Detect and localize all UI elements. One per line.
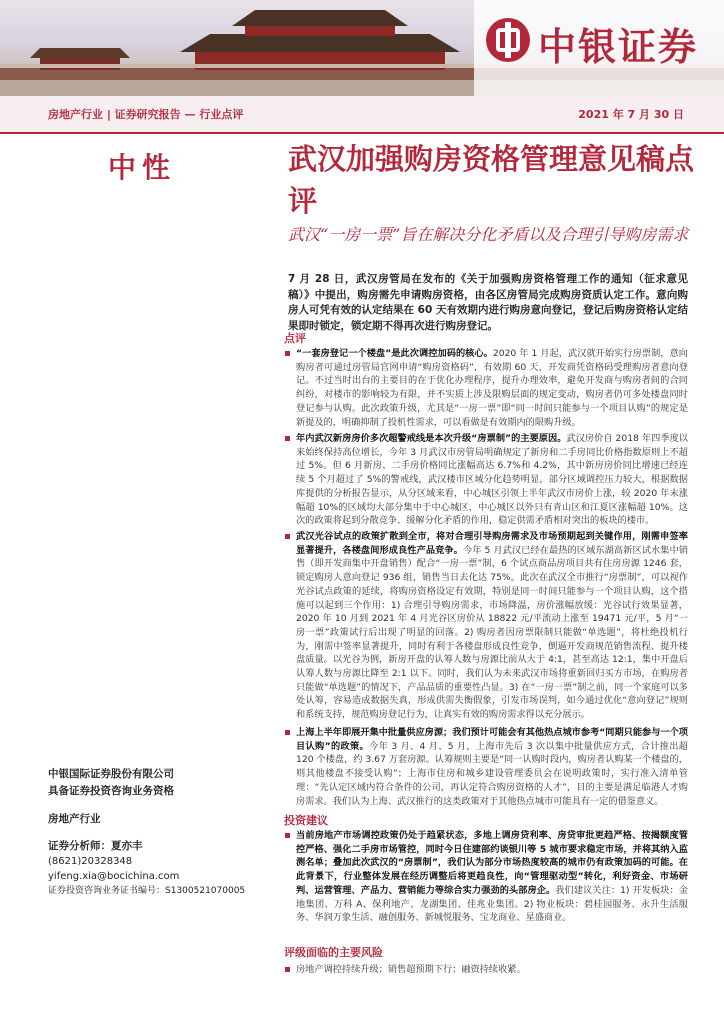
bullet-bold: 武汉光谷试点的政策扩散到全市，将对合理引导购房需求及市场预期起到关键作用，刚需申签率显著提升，各楼盘间形成良性产品竞争。 (296, 531, 688, 556)
rating-label: 中性 (108, 151, 177, 184)
bullet-text: 我们建议关注：1) 开发板块：金地集团、万科 A、保利地产、龙湖集团、佳兆业集团。2) 物业板块：碧桂园服务、永升生活服务、华润万象生活、融创服务、新城悦服务、宝龙商业、星盛商业。 (296, 884, 688, 924)
bullet-bold: 上海上半年即展开集中批量供应房源；我们预计可能会有其他热点城市参考“同期只能参与一个项目认购”的政策。 (296, 727, 688, 752)
investment-bullet (296, 829, 688, 925)
analyst-phone: (8621)20328348 (48, 856, 133, 867)
company-name: 中银国际证券股份有限公司 (48, 768, 174, 780)
brand-name: 中银证券 (538, 24, 699, 69)
risk-heading: 评级面临的主要风险 (284, 946, 383, 959)
comment-bullet-2 (296, 432, 688, 528)
company-info (48, 766, 270, 800)
boc-logo-icon (486, 18, 530, 62)
comment-bullet-1 (296, 347, 688, 429)
bullet-bold: 年内武汉新房房价多次超警戒线是本次升级“房票制”的主要原因。 (296, 433, 567, 444)
comment-bullet-3 (296, 530, 688, 722)
analyst-info (48, 812, 270, 899)
comment-heading: 点评 (284, 332, 306, 345)
bullet-bold: 当前房地产市场调控政策仍处于趋紧状态，多地上调房贷利率、房贷审批更趋严格、按揭额度管控严格、强化二手房市场管控，同时今日住建部约谈银川等 5 城市要求稳定市场，并将其纳入监测名单；叠加此次武汉的“房票制”，我们认为部分市场热度较高的城市仍有政策加码的可能。在此背景下，行业整体发展在经历调整后将更趋良性，向“管理驱动型”转化，利好资金、市场研判、运营管理、产品力、营销能力等综合实力强劲的头部房企。 (296, 830, 688, 896)
bullet-text: 今年 3 月、4 月、5 月，上海市先后 3 次以集中批量供应方式，合计推出超 120 个楼盘，约 3.67 万套房源。认筹规则主要是“同一认购时段内，购房者认购某一个楼盘的，则其他楼盘不接受认购”；上海市住房和城乡建设管理委员会在说明政策时，实行准入清单管理：“先认定区域内符合条件的公司，再认定符合购房资格的人才”，目的主要是满足临港人才购房需求。我们认为上海、武汉推行的这类政策对于其他热点城市可能具有一定的借鉴意义。 (296, 740, 688, 807)
bullet-text: 2020 年 1 月起，武汉就开始实行房票制，意向购房者可通过房管局官网申请“购房资格码”，有效期 60 天，开发商凭资格码受理购房者意向登记。不过当时出台的主要目的在于优化办理程序，提升办理效率，避免开发商与购房者间的合同纠纷，对楼市的影响较为有限，并不实质上涉及限购层面的规定变动，购房者仍可多处楼盘同时登记参与认购。此次政策升级，尤其是“一房一票”即“同一时间只能参与一个项目认购”的规定是新提及的，明确抑制了投机性需求，可以看做是有效期内的限购升级。 (296, 348, 688, 428)
analyst-industry: 房地产行业 (48, 813, 101, 825)
analyst-name: 证券分析师：夏亦丰 (48, 840, 143, 852)
brand-logo-area (474, 0, 724, 96)
bullet-text: 武汉房价自 2018 年四季度以来始终保持高位增长，今年 3 月武汉市房管局明确规定了新房和二手房同比价格指数原则上不超过 5%。但 6 月新房、二手房价格同比涨幅高达 6.7%和 4.2%，其中新房房价同比增速已经连续 5 个月超过了 5%的警戒线，武汉楼市区域分化趋势明显，部分区域调控压力较大，根据数据库提供的分析报告显示，从分区域来看，中心城区引领上半年武汉市房价上涨，较 2020 年末涨幅超 10%的区域均大部分集中于中心城区，中心城区以外只有青山区和江夏区涨幅超 10%。这次的政策将起到分散竞争、缓解分化矛盾的作用，稳定供需矛盾相对突出的板块的楼市。 (296, 433, 688, 527)
analyst-cert: 证券投资咨询业务证书编号：S1300521070005 (48, 886, 246, 896)
report-date: 2021 年 7 月 30 日 (578, 108, 684, 121)
report-title: 武汉加强购房资格管理意见稿点评 (288, 142, 695, 218)
lead-paragraph: 7 月 28 日，武汉房管局在发布的《关于加强购房资格管理工作的通知（征求意见稿）》中提出，购房需先申请购房资格，由各区房管局完成购房资质认定工作。意向购房人可凭有效的认定结果在 60 天有效期内进行购房意向登记，登记后购房资格认定结果即时锁定，锁定期不得再次进行购房登记。 (288, 273, 688, 332)
analyst-email[interactable]: yifeng.xia@bocichina.com (48, 871, 180, 882)
header-banner (0, 0, 724, 96)
bullet-text: 今年 5 月武汉已经在最热的区域东湖高新区试水集中销售（即开发商集中开盘销售）配合“一房一票”制，6 个试点商品房项目共有住房房源 1246 套，锁定购房人意向登记 936 组，销售当日去化达 75%。此次在武汉全市推行“房票制”，可以视作光谷试点政策的延续，将购房资格设定有效期，特别是同一时间只能参与一个项目认购，这个措施可以起到三个作用：1) 合理引导购房需求，市场降温，房价涨幅放缓：光谷试行效果显著，2020 年 10 月到 2021 年 4 月光谷区房价从 18822 元/平流动上涨至 19471 元/平，5 月“一房一票”政策试行后出现了明显的回落。2) 购房者因房票限制只能做“单选题”，将杜绝投机行为，刚需中签率显著提升，同时有利于各楼盘形成良性竞争，倒逼开发商规范销售流程、提升楼盘质量。以光谷为例，新房开盘的认筹人数与房源比前从大于 4:1，甚至高达 12:1，集中开盘后认筹人数与房源比降至 2:1 以下。同时，我们认为未来武汉市场将重新回归买方市场，在购房者只能做“单选题”的情况下，产品品质的重要性凸显。3) 在“一房一票”制之前，同一个家庭可以多处认筹，容易造成数据失真，形成供需失衡假象，引发市场误判，如今通过优化“意向登记”规则和系统支持，规范购房登记行为，让真实有效的购房需求得以充分展示。 (296, 544, 689, 721)
company-qualification: 具备证券投资咨询业务资格 (48, 785, 174, 797)
comment-bullet-4 (296, 726, 688, 808)
risk-bullet: 房地产调控持续升级；销售超预期下行；融资持续收紧。 (296, 963, 688, 976)
bullet-bold: “一套房登记一个楼盘”是此次调控加码的核心。 (296, 348, 493, 359)
investment-heading: 投资建议 (284, 814, 328, 827)
report-subtitle: 武汉“一房一票”旨在解决分化矛盾以及合理引导购房需求 (288, 225, 689, 244)
report-category: 房地产行业 | 证券研究报告 — 行业点评 (48, 108, 244, 121)
